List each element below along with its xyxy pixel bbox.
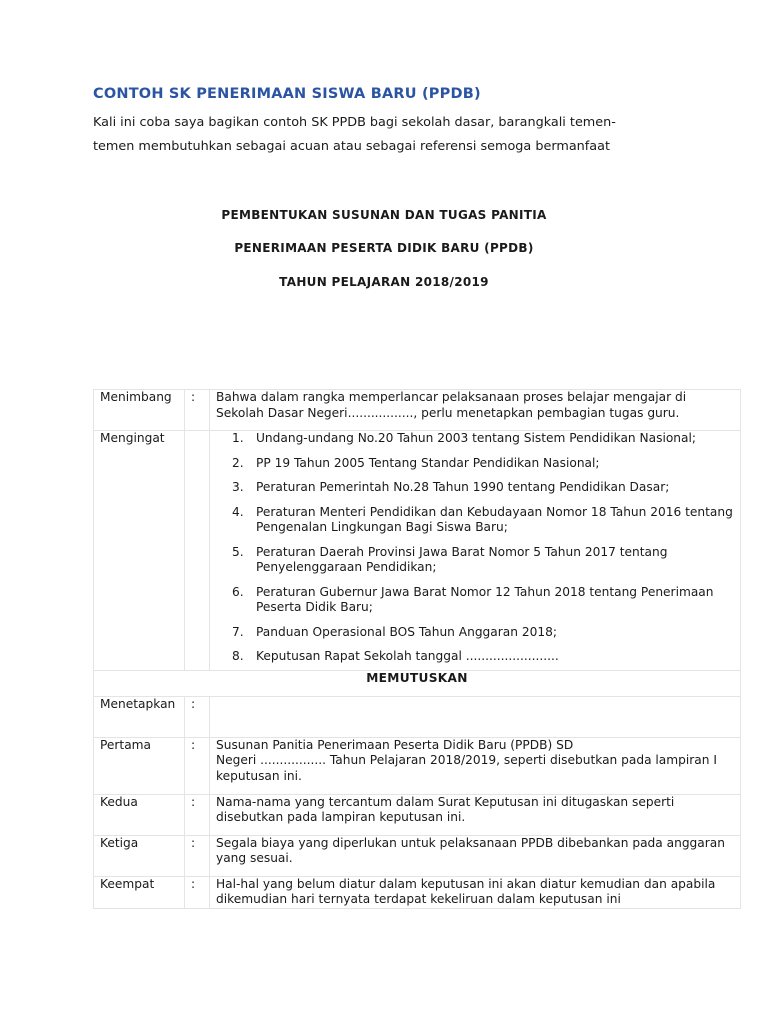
keempat-text: Hal-hal yang belum diatur dalam keputusan ini akan diatur kemudian dan apabila dikemudian hari ternyata terdapat kekeliruan dalam keputusan ini	[210, 876, 741, 908]
menetapkan-label: Menetapkan	[94, 696, 185, 737]
menimbang-label: Menimbang	[94, 390, 185, 431]
list-item-text: PP 19 Tahun 2005 Tentang Standar Pendidikan Nasional;	[256, 455, 600, 470]
menetapkan-text	[210, 696, 741, 737]
list-item-number: 5.	[232, 544, 244, 559]
intro-line-2: temen membutuhkan sebagai acuan atau sebagai referensi semoga bermanfaat	[93, 139, 610, 154]
document-heading-line-2: PENERIMAAN PESERTA DIDIK BARU (PPDB)	[234, 241, 534, 255]
list-item-number: 3.	[232, 480, 244, 494]
menimbang-text: Bahwa dalam rangka memperlancar pelaksanaan proses belajar mengajar di Sekolah Dasar Negeri................., perlu menetapkan pembagian tugas guru.	[210, 390, 741, 431]
list-item	[232, 480, 734, 496]
list-item-text: Peraturan Gubernur Jawa Barat Nomor 12 Tahun 2018 tentang Penerimaan Peserta Didik Baru;	[256, 584, 714, 614]
pertama-text-line-2: Negeri ................. Tahun Pelajaran 2018/2019, seperti disebutkan pada lampiran I keputusan ini.	[216, 753, 717, 783]
list-item-text: Undang-undang No.20 Tahun 2003 tentang Sistem Pendidikan Nasional;	[256, 431, 696, 445]
row-memutuskan	[94, 670, 741, 696]
pertama-text	[210, 737, 741, 794]
kedua-label: Kedua	[94, 794, 185, 835]
kedua-text: Nama-nama yang tercantum dalam Surat Keputusan ini ditugaskan seperti disebutkan pada lampiran keputusan ini.	[210, 794, 741, 835]
menimbang-colon: :	[185, 390, 210, 431]
keempat-label: Keempat	[94, 876, 185, 908]
list-item-number: 7.	[232, 624, 244, 639]
memutuskan-heading: MEMUTUSKAN	[94, 670, 741, 696]
mengingat-colon	[185, 431, 210, 671]
list-item-text: Peraturan Menteri Pendidikan dan Kebudayaan Nomor 18 Tahun 2016 tentang Pengenalan Lingkungan Bagi Siswa Baru;	[256, 504, 733, 534]
row-menetapkan	[94, 696, 741, 737]
list-item-text: Peraturan Pemerintah No.28 Tahun 1990 tentang Pendidikan Dasar;	[256, 480, 670, 494]
list-item	[232, 456, 734, 472]
document-heading-line-3: TAHUN PELAJARAN 2018/2019	[279, 275, 489, 289]
decree-table	[93, 389, 741, 909]
ketiga-colon: :	[185, 835, 210, 876]
row-kedua	[94, 794, 741, 835]
document-heading-line-1: PEMBENTUKAN SUSUNAN DAN TUGAS PANITIA	[221, 208, 547, 222]
row-pertama	[94, 737, 741, 794]
list-item-number: 6.	[232, 584, 244, 599]
mengingat-list	[232, 431, 734, 665]
mengingat-list-cell	[210, 431, 741, 671]
list-item-text: Keputusan Rapat Sekolah tanggal ........................	[256, 649, 559, 663]
mengingat-label: Mengingat	[94, 431, 185, 671]
list-item	[232, 505, 734, 536]
pertama-colon: :	[185, 737, 210, 794]
menetapkan-colon: :	[185, 696, 210, 737]
ketiga-label: Ketiga	[94, 835, 185, 876]
article-title: CONTOH SK PENERIMAAN SISWA BARU (PPDB)	[93, 86, 481, 102]
keempat-colon: :	[185, 876, 210, 908]
list-item	[232, 431, 734, 447]
intro-line-1: Kali ini coba saya bagikan contoh SK PPDB bagi sekolah dasar, barangkali temen-	[93, 115, 616, 130]
row-ketiga	[94, 835, 741, 876]
row-keempat	[94, 876, 741, 908]
list-item-text: Panduan Operasional BOS Tahun Anggaran 2018;	[256, 624, 557, 639]
kedua-colon: :	[185, 794, 210, 835]
list-item	[232, 585, 734, 616]
ketiga-text: Segala biaya yang diperlukan untuk pelaksanaan PPDB dibebankan pada anggaran yang sesuai.	[210, 835, 741, 876]
list-item-text: Peraturan Daerah Provinsi Jawa Barat Nomor 5 Tahun 2017 tentang Penyelenggaraan Pendidikan;	[256, 544, 668, 574]
pertama-label: Pertama	[94, 737, 185, 794]
article-intro	[93, 111, 693, 159]
pertama-text-line-1: Susunan Panitia Penerimaan Peserta Didik Baru (PPDB) SD	[216, 737, 574, 752]
list-item-number: 4.	[232, 504, 244, 519]
list-item	[232, 649, 734, 665]
list-item-number: 8.	[232, 649, 244, 663]
list-item-number: 2.	[232, 455, 244, 470]
list-item	[232, 545, 734, 576]
row-mengingat	[94, 431, 741, 671]
list-item	[232, 625, 734, 641]
row-menimbang	[94, 390, 741, 431]
list-item-number: 1.	[232, 431, 244, 445]
